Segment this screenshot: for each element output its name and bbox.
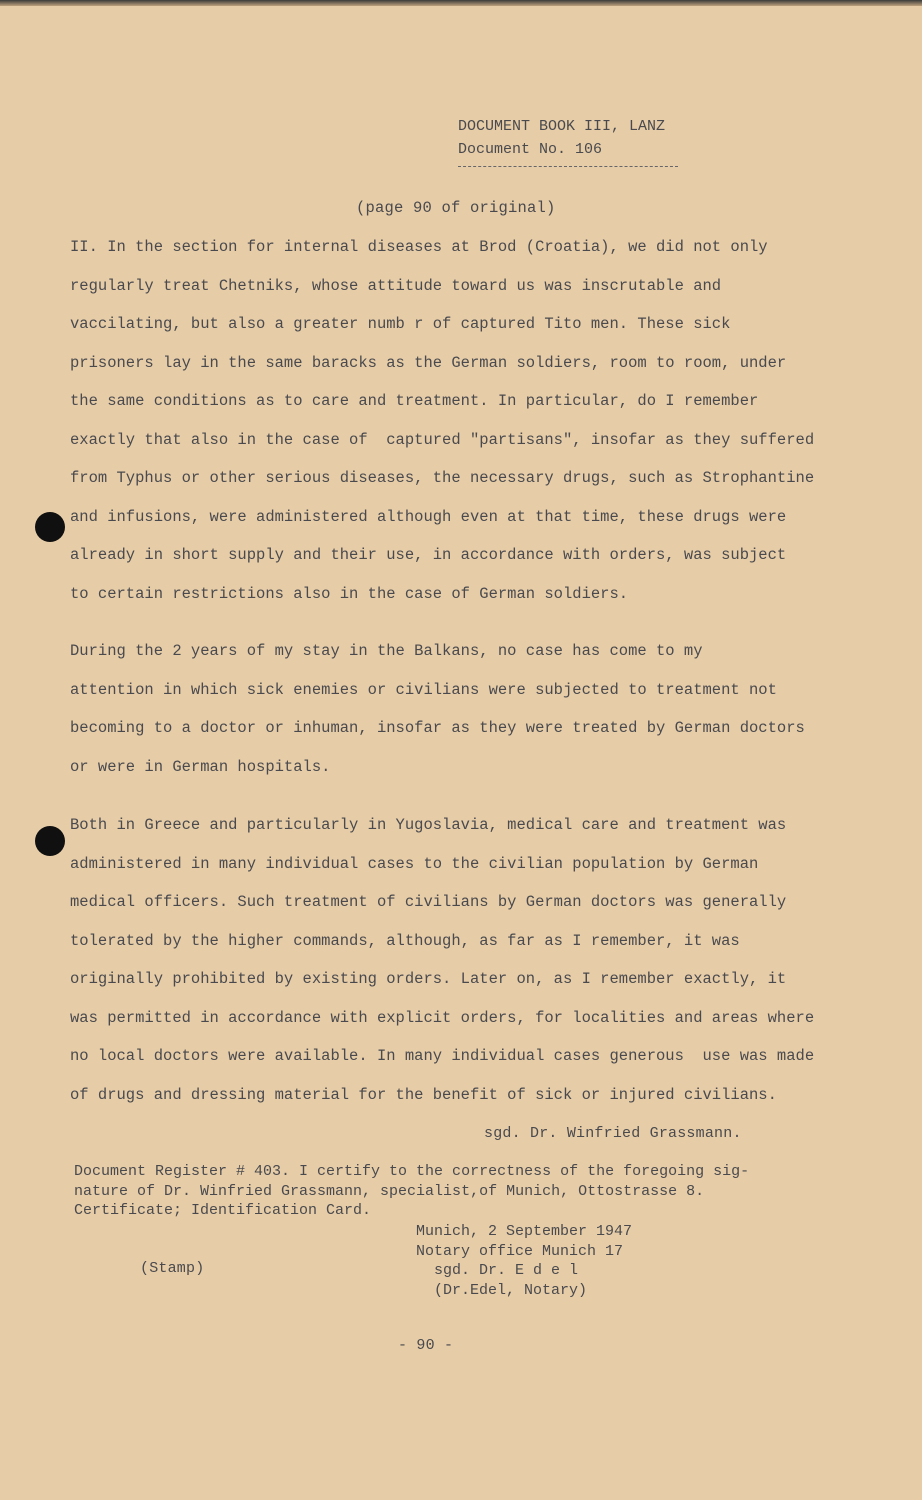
text-line: medical officers. Such treatment of civilians by German doctors was generally <box>70 893 787 911</box>
top-edge <box>0 0 922 6</box>
text-line: (Dr.Edel, Notary) <box>416 1281 588 1299</box>
paragraph-2 <box>70 636 840 790</box>
punch-hole <box>35 826 65 856</box>
text-line: of drugs and dressing material for the benefit of sick or injured civilians. <box>70 1085 777 1104</box>
text-line: regularly treat Chetniks, whose attitude toward us was inscrutable and <box>70 276 722 295</box>
text-line: becoming to a doctor or inhuman, insofar as they were treated by German doctors <box>70 719 805 737</box>
text-line: Munich, 2 September 1947 <box>416 1223 633 1240</box>
header-underline <box>458 166 678 167</box>
text-line: no local doctors were available. In many individual cases generous use was made <box>70 1047 815 1065</box>
text-line: tolerated by the higher commands, although, as far as I remember, it was <box>70 931 740 950</box>
text-line: exactly that also in the case of captured "partisans", insofar as they suffered <box>70 430 815 449</box>
text-line: the same conditions as to care and treatment. In particular, do I remember <box>70 392 759 410</box>
text-line: originally prohibited by existing orders. Later on, as I remember exactly, it <box>70 970 787 988</box>
text-line: nature of Dr. Winfried Grassmann, specialist,of Munich, Ottostrasse 8. <box>74 1182 705 1200</box>
text-line: vaccilating, but also a greater numb r of captured Tito men. These sick <box>70 315 731 333</box>
stamp-label: (Stamp) <box>140 1260 205 1277</box>
text-line: Notary office Munich 17 <box>416 1242 624 1260</box>
text-line: Certificate; Identification Card. <box>74 1202 372 1219</box>
text-line: administered in many individual cases to the civilian population by German <box>70 854 759 873</box>
text-line: II. In the section for internal diseases at Brod (Croatia), we did not only <box>70 238 768 256</box>
certification-block <box>74 1162 834 1221</box>
text-line: already in short supply and their use, in accordance with orders, was subject <box>70 546 787 564</box>
text-line: prisoners lay in the same baracks as the German soldiers, room to room, under <box>70 353 787 372</box>
document-book-title: DOCUMENT BOOK III, LANZ <box>458 118 666 135</box>
page-reference: (page 90 of original) <box>356 199 556 217</box>
notary-block <box>416 1222 632 1300</box>
text-line: was permitted in accordance with explicit orders, for localities and areas where <box>70 1008 815 1027</box>
text-line: Document Register # 403. I certify to the correctness of the foregoing sig- <box>74 1163 750 1180</box>
text-line: from Typhus or other serious diseases, the necessary drugs, such as Strophantine <box>70 469 815 487</box>
punch-hole <box>35 512 65 542</box>
text-line: or were in German hospitals. <box>70 757 331 776</box>
text-line: to certain restrictions also in the case of German soldiers. <box>70 584 629 603</box>
text-line: sgd. Dr. E d e l <box>416 1262 579 1279</box>
paragraph-3 <box>70 810 840 1118</box>
signature-line: sgd. Dr. Winfried Grassmann. <box>484 1125 742 1142</box>
document-number: Document No. 106 <box>458 141 603 158</box>
paragraph-1 <box>70 232 840 617</box>
text-line: Both in Greece and particularly in Yugoslavia, medical care and treatment was <box>70 816 787 834</box>
text-line: and infusions, were administered although even at that time, these drugs were <box>70 507 787 526</box>
text-line: During the 2 years of my stay in the Balkans, no case has come to my <box>70 642 703 660</box>
page-number: - 90 - <box>398 1337 454 1354</box>
text-line: attention in which sick enemies or civilians were subjected to treatment not <box>70 680 777 699</box>
